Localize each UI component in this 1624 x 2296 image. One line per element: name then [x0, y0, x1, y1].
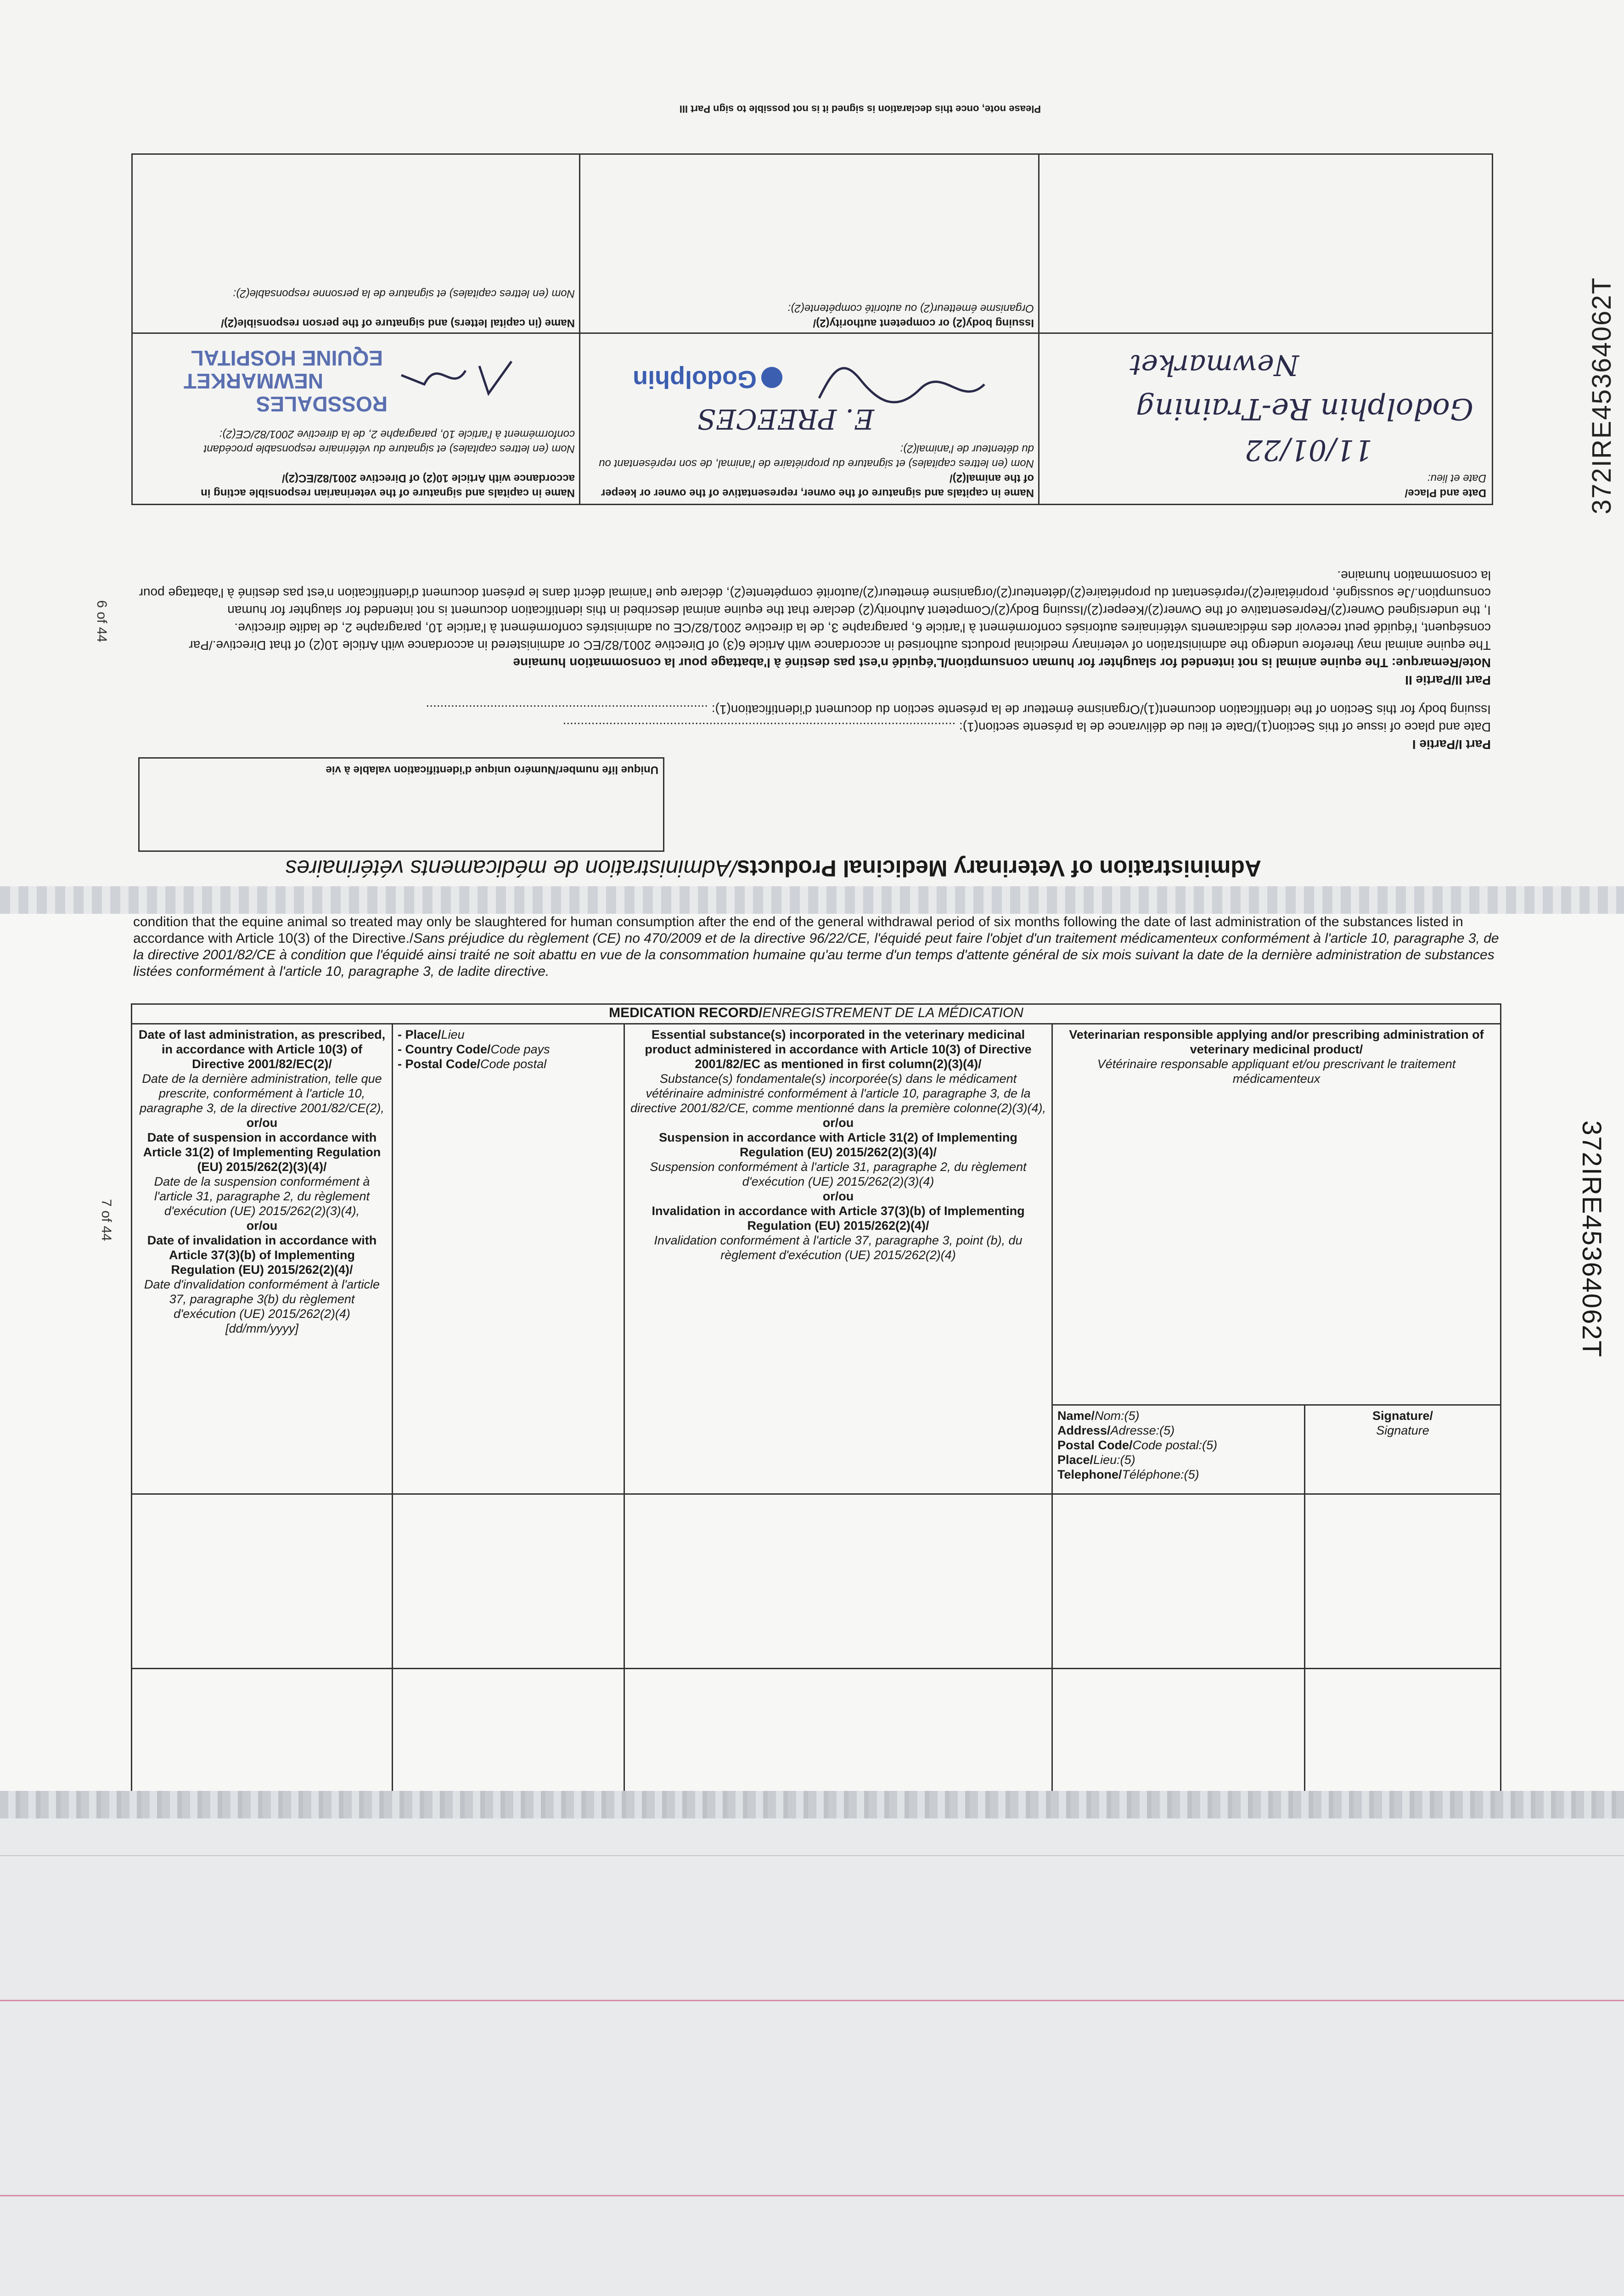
vet-place-label: Place/: [1057, 1453, 1094, 1467]
veterinarian-header: [1052, 1024, 1501, 1405]
person-responsible-label: Name (in capital letters) and signature of the person responsible(2)/: [221, 317, 575, 329]
administration-title-fr: /Administration de médicaments vétérinaires: [285, 855, 737, 881]
person-responsible-cell: [133, 155, 580, 334]
vet-signature-header-cell: [1305, 1405, 1501, 1494]
vet-name-label-fr: Nom:(5): [1095, 1409, 1140, 1423]
col3-suspension-fr: Suspension conformément à l'article 31, paragraphe 2, du règlement d'exécution (UE) 2015/262(2)(3)(4): [650, 1160, 1027, 1188]
col2-place: [398, 1027, 619, 1042]
col3-or-2: or/ou: [822, 1189, 854, 1203]
medication-intro-fr: Sans préjudice du règlement (CE) no 470/2009 et de la directive 96/22/CE, l'équidé peut faire l'objet d'un traitement médicamenteux conformément à l'article 10, paragraphe 3, de la directive 2001/82/CE à condition que l'équidé ainsi traité ne soit abattu en vue de la consommation humaine qu'au terme d'un temps d'attente général de six mois suivant la date de la dernière administration de substances listées conformément à l'article 10, paragraphe 3, de ladite directive.: [133, 931, 1499, 979]
col2-place-fr: Lieu: [441, 1028, 465, 1041]
handwritten-date: 11/01/22: [1244, 433, 1372, 467]
col1-or-1: or/ou: [246, 1116, 278, 1130]
col2-postal-fr: Code postal: [480, 1057, 547, 1071]
part-2-heading: Part II/Partie II: [1405, 673, 1491, 687]
vet-address-field: [1057, 1423, 1299, 1438]
owner-signature-label: Name in capitals and signature of the owner, representative of the owner or keeper of the animal(2)/: [601, 472, 1034, 499]
vet-stamp-line-3: EQUINE HOSPITAL: [191, 346, 383, 370]
margin-line-top: [0, 2000, 1624, 2001]
sign-part3-note: Please note, once this declaration is signed it is not possible to sign Part III: [679, 103, 1041, 115]
issuing-body-label-fr: Organisme émetteur(2) ou autorité compétente(2):: [787, 302, 1034, 315]
owner-signature-cell: [579, 334, 1040, 504]
entry-1-substance: [624, 1494, 1052, 1669]
issuing-body-cell: [579, 155, 1040, 334]
lower-page: [0, 914, 1624, 1846]
vet-stamp-line-2: NEWMARKET: [183, 369, 323, 393]
upper-page-rotated-content: [0, 0, 1624, 886]
entry-1-signature: [1305, 1494, 1501, 1669]
col2-country-fr: Code pays: [490, 1042, 550, 1056]
administration-title: [285, 855, 1261, 882]
date-place-label-fr: Date et lieu:: [1427, 472, 1486, 484]
issuing-body-label: Issuing body(2) or competent authority(2)/: [813, 317, 1034, 329]
part-1: [136, 701, 1491, 753]
col4-vet-header-fr: Vétérinaire responsable appliquant et/ou prescrivant le traitement médicamenteux: [1097, 1057, 1456, 1086]
blank-page: [0, 1818, 1624, 2296]
margin-line-bottom: [0, 2195, 1624, 2196]
vet-telephone-label: Telephone/: [1057, 1468, 1122, 1481]
medication-intro: [133, 914, 1501, 980]
blank-page-edge: [0, 1791, 1624, 1818]
entry-1-place: [393, 1494, 624, 1669]
vet-name-label: Name/: [1057, 1409, 1095, 1423]
medication-record-caption: [132, 1004, 1501, 1024]
vet-signature-label-lower-fr: Signature: [1376, 1424, 1429, 1437]
col4-vet-header: Veterinarian responsible applying and/or prescribing administration of veterinary medicinal product/: [1069, 1028, 1484, 1056]
col3-invalidation: Invalidation in accordance with Article 37(3)(b) of Implementing Regulation (EU) 2015/262(2)(4)/: [652, 1204, 1025, 1232]
col2-postal-en: - Postal Code/: [398, 1057, 481, 1071]
godolphin-logo-text: Godolphin: [633, 366, 757, 393]
col1-date-last-admin-fr: Date de la dernière administration, telle que prescrite, conformément à l'article 10, paragraphe 3, de la directive 2001/82/CE(2),: [140, 1072, 384, 1115]
lower-side-id: 372IRE45364062T: [1577, 1120, 1607, 1358]
vet-signature-scribble: [397, 348, 516, 403]
vet-signature-cell: [133, 334, 580, 504]
col1-date-invalidation-fr: Date d'invalidation conformément à l'article 37, paragraphe 3(b) du règlement d'exécution (UE) 2015/262(2)(4): [144, 1277, 380, 1321]
col3-suspension: Suspension in accordance with Article 31(2) of Implementing Regulation (EU) 2015/262(2)(3)(4)/: [659, 1131, 1017, 1159]
col1-or-2: or/ou: [246, 1219, 278, 1232]
part-1-heading: Part I/Partie I: [1412, 737, 1491, 752]
col3-invalidation-fr: Invalidation conformément à l'article 37, paragraphe 3, point (b), du règlement d'exécution (UE) 2015/262(2)(4): [654, 1233, 1023, 1262]
col3-essential-substances: Essential substance(s) incorporated in the veterinary medicinal product administered in accordance with Article 10(3) of Directive 2001/82/EC as mentioned in first column(2)(3)(4)/: [645, 1028, 1032, 1071]
issuing-row: [133, 155, 1492, 334]
vet-telephone-field: [1057, 1467, 1299, 1482]
medication-header-row: [132, 1024, 1501, 1405]
vet-signature-label-lower: Signature/: [1372, 1409, 1433, 1423]
medication-record-caption-en: MEDICATION RECORD/: [609, 1005, 763, 1020]
entry-1-vet: [1052, 1494, 1305, 1669]
col2-postal: [398, 1057, 619, 1071]
medication-record-caption-row: [132, 1004, 1501, 1024]
owner-signature-scribble: [815, 361, 989, 412]
vet-postal-label: Postal Code/: [1057, 1438, 1133, 1452]
vet-signature-label: Name in capitals and signature of the veterinarian responsible acting in accordance with Article 10(2) of Directive 2001/82/EC(2)/: [201, 472, 575, 499]
fold-band: [0, 886, 1624, 914]
vet-place-field: [1057, 1452, 1299, 1467]
vet-postal-field: [1057, 1438, 1299, 1452]
part-2-para-2: I, the undersigned Owner(2)/Representative of the Owner(2)/Keeper(2)/Issuing Body(2)/Competent Authority(2) declare that the equine animal described in this identification document is not intended for slaughter for human consumption./Je soussigné, propriétaire(2)/représentant du propriétaire(2)/détenteur(2)/organisme émetteur(2)/autorité compétente(2), déclare que l'animal décrit dans le présent document d'identification n'est pas destiné à l'abattage pour la consommation humaine.: [139, 568, 1491, 618]
col2-country: [398, 1042, 619, 1057]
vet-address-label: Address/: [1057, 1424, 1111, 1437]
declaration-signature-table: [131, 153, 1493, 505]
part-2: [136, 567, 1491, 689]
upper-page-number: 6 of 44: [94, 600, 110, 642]
col1-date-suspension: Date of suspension in accordance with Article 31(2) of Implementing Regulation (EU) 2015/262(2)(3)(4)/: [143, 1131, 381, 1174]
entry-1-date: [132, 1494, 393, 1669]
ueln-label: Unique life number/Numéro unique d'identification valable à vie: [326, 764, 658, 776]
vet-details-cell: [1052, 1405, 1305, 1494]
part-2-note: Note/Remarque: The equine animal is not intended for slaughter for human consumption/L'équidé n'est pas destiné à l'abattage pour la consommation humaine: [513, 656, 1491, 670]
signature-row: [133, 332, 1492, 504]
medication-record-caption-fr: ENREGISTREMENT DE LA MÉDICATION: [762, 1005, 1023, 1020]
godolphin-logo: [633, 365, 782, 394]
handwritten-place-2: Newmarket: [1129, 349, 1299, 382]
person-responsible-label-fr: Nom (en lettres capitales) et signature de la personne responsable(2):: [233, 287, 575, 300]
ueln-box: [138, 757, 664, 852]
vet-signature-label-fr: Nom (en lettres capitales) et signature du vétérinaire responsable procédant conformément à l'article 10, paragraphe 2, de la directive 2001/82/CE(2):: [203, 428, 575, 455]
vet-place-label-fr: Lieu:(5): [1093, 1453, 1135, 1467]
vet-stamp-line-1: ROSSDALES: [256, 392, 388, 416]
page-edge-line: [0, 1855, 1624, 1856]
date-place-label: Date and Place/: [1405, 487, 1486, 499]
godolphin-emblem-icon: [761, 367, 782, 388]
medication-intro-en: condition that the equine animal so treated may only be slaughtered for human consumption after the end of the general withdrawal period of six months following the date of last administration of the substances listed in accordance with Article 10(3) of the Directive./: [133, 914, 1463, 946]
col1-date-last-admin: Date of last administration, as prescribed, in accordance with Article 10(3) of Directive 2001/82/EC(2)/: [138, 1028, 386, 1071]
col2-country-en: - Country Code/: [398, 1042, 491, 1056]
col3-or-1: or/ou: [822, 1116, 854, 1130]
lower-page-number: 7 of 44: [98, 1199, 114, 1241]
table-row: [132, 1494, 1501, 1669]
part-2-para-1: The equine animal may therefore undergo the administration of veterinary medicinal products authorised in accordance with Article 6(3) of Directive 2001/82/EC or administered in accordance with Article 10(2) of that Directive./Par conséquent, l'équidé peut recevoir des médicaments vétérinaires autorisés conformément à l'article 6, paragraphe 3, de la directive 2001/82/CE ou administrés conformément à l'article 10, paragraphe 2, de ladite directive.: [189, 621, 1491, 653]
col1-date-format: [dd/mm/yyyy]: [225, 1322, 299, 1335]
vet-postal-label-fr: Code postal:(5): [1132, 1438, 1218, 1452]
part-1-line-2: Issuing body for this Section of the identification document(1)/Organisme émetteur de la présente section du document d'identification(1): ...............................................................................: [426, 703, 1491, 717]
administration-title-en: Administration of Veterinary Medicinal Products: [737, 855, 1261, 881]
issuing-blank-cell: [1038, 155, 1492, 334]
col1-date-suspension-fr: Date de la suspension conformément à l'article 31, paragraphe 2, du règlement d'exécution (UE) 2015/262(2)(3)(4),: [154, 1175, 370, 1218]
col2-place-en: - Place/: [398, 1028, 441, 1041]
date-administration-header: [132, 1024, 393, 1494]
upper-page: [0, 0, 1624, 886]
upper-side-id: 372IRE45364062T: [1587, 277, 1617, 514]
substance-header: [624, 1024, 1052, 1494]
vet-telephone-label-fr: Téléphone:(5): [1122, 1468, 1199, 1481]
col1-date-invalidation: Date of invalidation in accordance with Article 37(3)(b) of Implementing Regulation (EU) 2015/262(2)(4)/: [147, 1233, 377, 1277]
col3-essential-substances-fr: Substance(s) fondamentale(s) incorporée(s) dans le médicament vétérinaire administré conformément à l'article 10, paragraphe 3, de la directive 2001/82/CE, comme mentionné dans la première colonne(2)(3)(4),: [630, 1072, 1046, 1115]
owner-signature-label-fr: Nom (en lettres capitales) et signature du propriétaire de l'animal, de son représentant ou du détenteur de l'animal(2):: [599, 443, 1034, 470]
part-1-line-1: Date and place of issue of this Section(1)/Date et lieu de délivrance de la présente section(1): ..............................................................................................................: [562, 720, 1491, 734]
vet-name-field: [1057, 1408, 1299, 1423]
vet-address-label-fr: Adresse:(5): [1110, 1424, 1175, 1437]
handwritten-owner-name: E. PREECES: [697, 403, 874, 435]
medication-record-table: [131, 1003, 1501, 1821]
handwritten-place-1: Godolphin Re-Training: [1135, 392, 1473, 426]
date-place-cell: [1038, 334, 1492, 504]
place-header: [393, 1024, 624, 1494]
